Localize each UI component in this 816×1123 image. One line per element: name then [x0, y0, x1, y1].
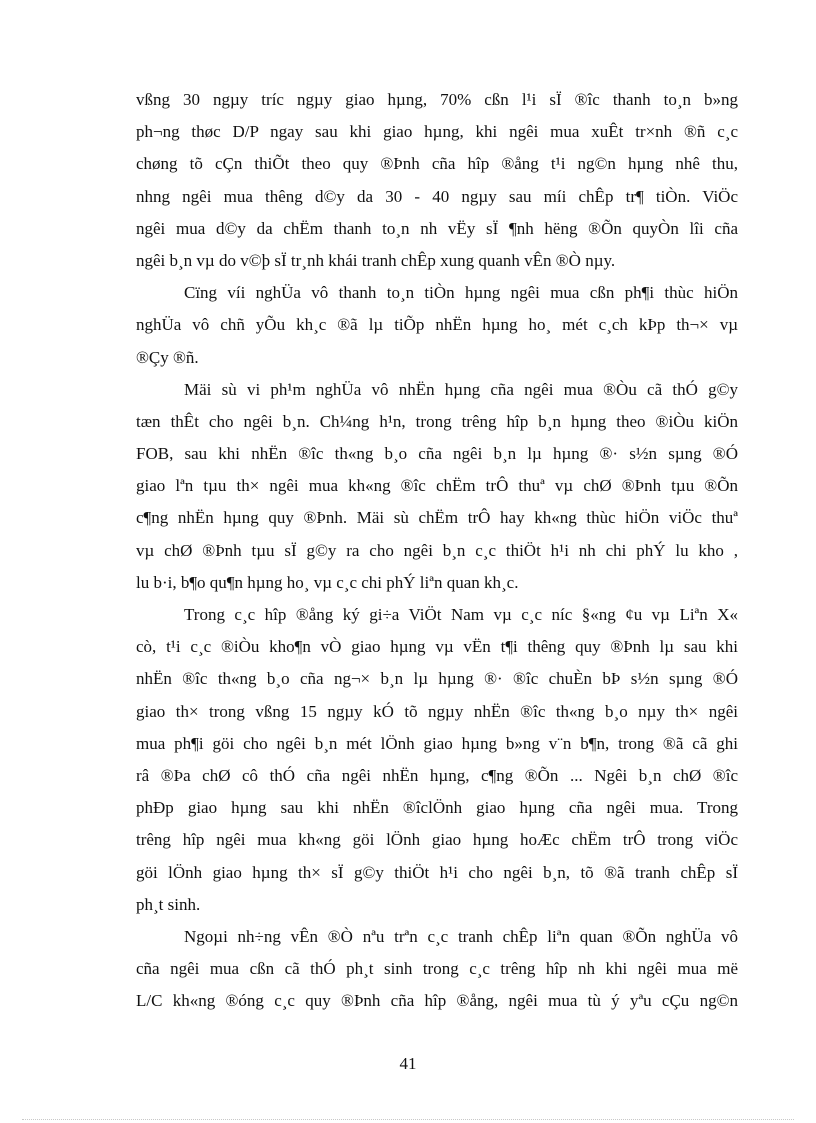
- page-divider: [22, 1119, 794, 1120]
- text-line: cò, t¹i c¸c ®iÒu kho¶n vÒ giao hµng vµ vËn t¶i thêng quy ®Þnh lµ sau khi: [136, 637, 738, 657]
- text-line: ngêi b¸n vµ do v©þ sÏ tr¸nh khái tranh chÊp xung quanh vÊn ®Ò nµy.: [136, 250, 616, 270]
- text-line: trêng hîp ngêi mua kh«ng göi lÖnh giao hµng hoÆc chËm trÔ trong viÖc: [136, 830, 738, 850]
- paragraph-start-line: Trong c¸c hîp ®ång ký gi÷a ViÖt Nam vµ c¸c níc §«ng ¢u vµ Liªn X«: [184, 605, 738, 624]
- text-line: nghÜa vô chñ yÕu kh¸c ®ã lµ tiÕp nhËn hµng ho¸ mét c¸ch kÞp th¬× vµ: [136, 315, 738, 335]
- text-line: ngêi mua d©y da chËm thanh to¸n nh vËy sÏ ¶nh hëng ®Õn quyÒn lîi cña: [136, 218, 738, 238]
- text-line: vµ chØ ®Þnh tµu sÏ g©y ra cho ngêi b¸n c¸c thiÖt h¹i nh chi phÝ lu kho ,: [136, 540, 738, 560]
- text-line: nhng ngêi mua thêng d©y da 30 - 40 ngµy sau míi chÊp tr¶ tiÒn. ViÖc: [136, 186, 738, 206]
- text-line: râ ®Þa chØ cô thÓ cña ngêi nhËn hµng, c¶ng ®Õn ... Ngêi b¸n chØ ®îc: [136, 765, 738, 785]
- paragraph-start-line: Cïng víi nghÜa vô thanh to¸n tiÒn hµng ngêi mua cßn ph¶i thùc hiÖn: [184, 283, 738, 303]
- paragraph-start-line: Mäi sù vi ph¹m nghÜa vô nhËn hµng cña ngêi mua ®Òu cã thÓ g©y: [184, 379, 738, 399]
- paragraph-start-line: Ngoµi nh÷ng vÊn ®Ò nªu trªn c¸c tranh chÊp liªn quan ®Õn nghÜa vô: [184, 926, 738, 946]
- text-line: mua ph¶i göi cho ngêi b¸n mét lÖnh giao hµng b»ng v¨n b¶n, trong ®ã cã ghi: [136, 733, 738, 753]
- text-line: cña ngêi mua cßn cã thÓ ph¸t sinh trong c¸c trêng hîp nh khi ngêi mua më: [136, 959, 738, 979]
- text-line: chøng tõ cÇn thiÕt theo quy ®Þnh cña hîp ®ång t¹i ng©n hµng nhê thu,: [136, 154, 738, 174]
- text-line: FOB, sau khi nhËn ®îc th«ng b¸o cña ngêi b¸n lµ hµng ®· s½n sµng ®Ó: [136, 444, 738, 464]
- text-line: lu b·i, b¶o qu¶n hµng ho¸ vµ c¸c chi phÝ liªn quan kh¸c.: [136, 572, 519, 592]
- text-line: L/C kh«ng ®óng c¸c quy ®Þnh cña hîp ®ång, ngêi mua tù ý yªu cÇu ng©n: [136, 991, 738, 1011]
- text-line: ®Çy ®ñ.: [136, 347, 199, 367]
- text-line: giao th× trong vßng 15 ngµy kÓ tõ ngµy nhËn ®îc th«ng b¸o nµy th× ngêi: [136, 701, 738, 721]
- text-line: ph¬ng thøc D/P ngay sau khi giao hµng, khi ngêi mua xuÊt tr×nh ®ñ c¸c: [136, 122, 738, 142]
- text-line: c¶ng nhËn hµng quy ®Þnh. Mäi sù chËm trÔ hay kh«ng thùc hiÖn viÖc thuª: [136, 508, 738, 528]
- text-line: vßng 30 ngµy tríc ngµy giao hµng, 70% cßn l¹i sÏ ®îc thanh to¸n b»ng: [136, 90, 738, 109]
- text-line: tæn thÊt cho ngêi b¸n. Ch¼ng h¹n, trong trêng hîp b¸n hµng theo ®iÒu kiÖn: [136, 411, 738, 431]
- text-line: phÐp giao hµng sau khi nhËn ®îclÖnh giao hµng cña ngêi mua. Trong: [136, 798, 738, 818]
- text-line: nhËn ®îc th«ng b¸o cña ng¬× b¸n lµ hµng ®· ®îc chuÈn bÞ s½n sµng ®Ó: [136, 669, 738, 689]
- page-number: 41: [399, 1054, 417, 1073]
- text-line: giao lªn tµu th× ngêi mua kh«ng ®îc chËm trÔ thuª vµ chØ ®Þnh tµu ®Õn: [136, 476, 738, 496]
- text-line: göi lÖnh giao hµng th× sÏ g©y thiÖt h¹i cho ngêi b¸n, tõ ®ã tranh chÊp sÏ: [136, 862, 738, 882]
- text-line: ph¸t sinh.: [136, 894, 201, 914]
- body-text: [136, 84, 738, 1017]
